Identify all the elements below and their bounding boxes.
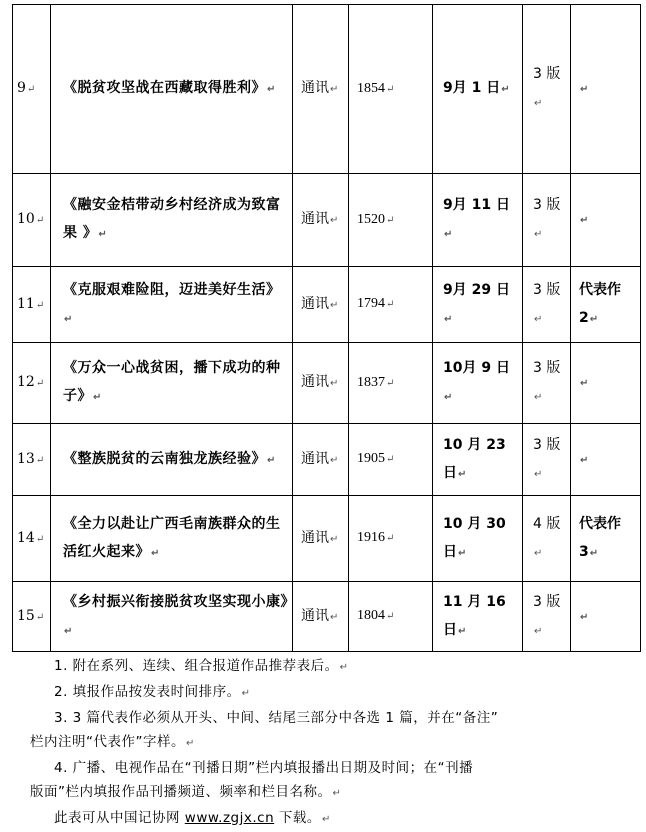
paragraph-mark: ↵ [35,611,45,623]
paragraph-mark: ↵ [534,625,543,637]
work-title-cell [51,582,293,652]
genre: 通讯 [301,450,329,467]
paragraph-mark: ↵ [330,378,339,389]
publish-date-cell [433,267,523,343]
work-title-cell [51,5,293,174]
paragraph-mark: ↵ [386,214,395,226]
table-row [13,496,641,582]
download-site-link[interactable]: www.zgjx.cn [184,810,275,826]
paragraph-mark: ↵ [386,611,395,622]
genre-cell [293,267,349,343]
paragraph-mark: ↵ [330,454,339,466]
publish-date-cell [433,496,523,582]
genre: 通讯 [301,211,329,227]
work-title: 《万众一心战贫困，播下成功的种子》 [63,360,281,404]
word-count-cell [349,267,433,343]
page-section-cell [523,5,571,174]
work-title-cell [51,496,293,582]
paragraph-mark: ↵ [444,392,453,403]
table-row [13,582,641,652]
genre-cell [293,582,349,652]
word-count: 1520 [357,211,385,227]
row-number-cell [13,582,51,652]
page-section: 3 版 [533,197,561,213]
note-4: 4. 广播、电视作品在“刊播日期”栏内填报播出日期及时间；在“刊播 [54,760,474,776]
paragraph-mark: ↵ [386,377,395,389]
row-number: 9 [17,80,26,96]
page-section-cell [523,174,571,267]
table-row [13,343,641,424]
work-title-cell [51,267,293,343]
page-section-cell [523,424,571,496]
row-number: 13 [17,450,35,467]
remark-cell [571,343,641,424]
paragraph-mark: ↵ [330,299,339,311]
note-1: 1. 附在系列、连续、组合报道作品推荐表后。↵ [54,658,349,674]
word-count: 1854 [357,80,385,96]
table-row [13,267,641,343]
row-number: 10 [17,211,35,227]
row-number-cell [13,424,51,496]
row-number: 12 [17,374,35,390]
row-number: 15 [17,607,35,624]
work-title: 《融安金桔带动乡村经济成为致富果 》 [63,197,281,241]
paragraph-mark: ↵ [444,229,453,240]
publish-date-cell [433,343,523,424]
work-title: 《全力以赴让广西毛南族群众的生活红火起来》 [63,515,281,560]
page-section: 4 版 [533,515,561,532]
paragraph-mark: ↵ [35,454,45,466]
table-row [13,174,641,267]
genre-cell [293,343,349,424]
paragraph-mark: ↵ [458,468,467,480]
paragraph-mark: ↵ [580,611,589,623]
page-section: 3 版 [533,593,561,610]
genre-cell [293,496,349,582]
genre-cell [293,5,349,174]
paragraph-mark: ↵ [98,229,108,240]
work-title-cell [51,343,293,424]
paragraph-mark: ↵ [458,547,467,559]
word-count: 1837 [357,374,385,390]
paragraph-mark: ↵ [330,84,339,95]
publish-date: 9月 29 日 [443,281,510,298]
row-number-cell [13,496,51,582]
note-3: 3. 3 篇代表作必须从开头、中间、结尾三部分中各选 1 篇，并在“备注” [54,710,499,726]
row-number-cell [13,343,51,424]
table-row [13,424,641,496]
word-count-cell [349,5,433,174]
paragraph-mark: ↵ [151,547,160,559]
publish-date: 10月 9 日 [443,360,510,376]
paragraph-mark: ↵ [330,533,339,545]
row-number-cell [13,267,51,343]
paragraph-mark: ↵ [589,313,599,325]
paragraph-mark: ↵ [534,313,543,325]
publish-date-cell [433,582,523,652]
publish-date-cell [433,174,523,267]
paragraph-mark: ↵ [534,468,543,480]
word-count-cell [349,174,433,267]
genre: 通讯 [301,607,329,624]
genre: 通讯 [301,295,329,312]
paragraph-mark: ↵ [35,299,45,311]
genre: 通讯 [301,374,329,390]
genre-cell [293,424,349,496]
paragraph-mark: ↵ [501,84,510,95]
notes-section [30,654,642,832]
paragraph-mark: ↵ [267,454,276,466]
works-table [12,4,641,652]
table-row [13,5,641,174]
download-note: 此表可从中国记协网 www.zgjx.cn 下载。↵ [54,810,331,826]
page-section-cell [523,343,571,424]
paragraph-mark: ↵ [267,84,276,95]
page-section: 3 版 [533,436,561,453]
page-section: 3 版 [533,66,561,82]
works-table-body [13,5,641,652]
row-number-cell [13,5,51,174]
paragraph-mark: ↵ [580,378,589,389]
page-section-cell [523,267,571,343]
paragraph-mark: ↵ [35,533,45,545]
genre: 通讯 [301,529,329,546]
paragraph-mark: ↵ [534,392,543,403]
note-3-continued: 栏内注明“代表作”字样。↵ [30,734,195,750]
remark-cell [571,496,641,582]
publish-date: 10 月 23 日 [443,436,506,481]
paragraph-mark: ↵ [330,215,339,226]
paragraph-mark: ↵ [386,454,395,465]
paragraph-mark: ↵ [534,229,543,240]
remark-cell [571,582,641,652]
genre: 通讯 [301,80,329,96]
paragraph-mark: ↵ [589,547,599,559]
work-title-cell [51,424,293,496]
paragraph-mark: ↵ [35,378,45,389]
remark-cell [571,174,641,267]
paragraph-mark: ↵ [580,454,589,466]
paragraph-mark: ↵ [93,392,102,403]
paragraph-mark: ↵ [458,625,467,637]
publish-date: 11 月 16 日 [443,593,506,638]
row-number: 14 [17,529,35,546]
paragraph-mark: ↵ [386,533,395,544]
page-section: 3 版 [533,360,561,376]
paragraph-mark: ↵ [444,313,453,325]
word-count: 1916 [357,530,385,545]
paragraph-mark: ↵ [64,625,73,637]
page-section: 3 版 [533,281,561,298]
word-count-cell [349,343,433,424]
work-title-cell [51,174,293,267]
work-title: 《脱贫攻坚战在西藏取得胜利》 [63,80,266,96]
word-count-cell [349,496,433,582]
row-number: 11 [17,295,35,312]
remark-cell [571,5,641,174]
genre-cell [293,174,349,267]
paragraph-mark: ↵ [534,547,543,559]
paragraph-mark: ↵ [386,83,395,95]
word-count-cell [349,424,433,496]
word-count-cell [349,582,433,652]
page-section-cell [523,496,571,582]
work-title: 《克服艰难险阻，迈进美好生活》 [63,281,281,298]
paragraph-mark: ↵ [580,84,589,95]
paragraph-mark: ↵ [534,98,543,109]
word-count: 1804 [357,608,385,623]
paragraph-mark: ↵ [386,299,395,310]
paragraph-mark: ↵ [26,84,36,95]
remark: 代表作3 [579,515,621,560]
publish-date: 9月 11 日 [443,197,510,213]
publish-date: 10 月 30 日 [443,515,506,560]
remark: 代表作2 [579,281,621,326]
row-number-cell [13,174,51,267]
paragraph-mark: ↵ [35,215,45,226]
paragraph-mark: ↵ [330,611,339,623]
work-title: 《乡村振兴衔接脱贫攻坚实现小康》 [63,593,295,610]
paragraph-mark: ↵ [580,215,589,226]
note-2: 2. 填报作品按发表时间排序。↵ [54,684,251,700]
publish-date-cell [433,5,523,174]
work-title: 《整族脱贫的云南独龙族经验》 [63,450,266,467]
paragraph-mark: ↵ [64,313,73,325]
remark-cell [571,424,641,496]
publish-date: 9月 1 日 [443,80,501,96]
publish-date-cell [433,424,523,496]
note-4-continued: 版面”栏内填报作品刊播频道、频率和栏目名称。↵ [30,784,342,800]
word-count: 1794 [357,296,385,311]
remark-cell [571,267,641,343]
page-section-cell [523,582,571,652]
word-count: 1905 [357,451,385,466]
